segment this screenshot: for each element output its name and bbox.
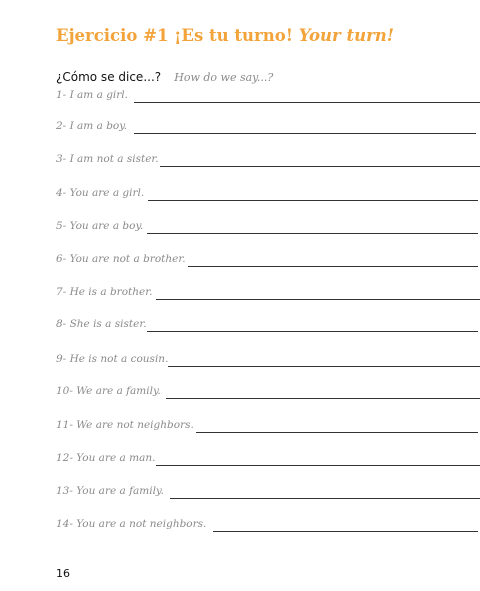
exercise-prompt: 4- You are a girl. — [56, 187, 145, 199]
exercise-item — [56, 286, 152, 302]
exercise-item — [56, 385, 161, 401]
exercise-title — [56, 26, 394, 45]
answer-line[interactable] — [148, 200, 478, 201]
exercise-item — [56, 187, 144, 203]
exercise-prompt: 7- He is a brother. — [56, 286, 153, 298]
exercise-prompt: 10- We are a family. — [56, 385, 161, 397]
exercise-item — [56, 89, 128, 105]
exercise-item — [56, 318, 147, 334]
instruction — [56, 66, 273, 85]
page-number: 16 — [56, 567, 70, 580]
answer-line[interactable] — [196, 432, 478, 433]
exercise-item — [56, 253, 186, 269]
answer-line[interactable] — [166, 398, 480, 399]
title-english: Your turn! — [298, 26, 395, 45]
exercise-prompt: 13- You are a family. — [56, 485, 164, 497]
exercise-prompt: 12- You are a man. — [56, 452, 156, 464]
exercise-prompt: 5- You are a boy. — [56, 220, 144, 232]
exercise-prompt: 9- He is not a cousin. — [56, 353, 169, 365]
exercise-prompt: 1- I am a girl. — [56, 89, 128, 101]
exercise-item — [56, 485, 164, 501]
exercise-item — [56, 452, 155, 468]
answer-line[interactable] — [147, 233, 478, 234]
answer-line[interactable] — [147, 331, 478, 332]
answer-line[interactable] — [213, 531, 478, 532]
title-spanish: Ejercicio #1 ¡Es tu turno! — [56, 26, 293, 45]
answer-line[interactable] — [156, 299, 480, 300]
exercise-prompt: 8- She is a sister. — [56, 318, 147, 330]
answer-line[interactable] — [188, 266, 478, 267]
exercise-item — [56, 353, 168, 369]
answer-line[interactable] — [168, 366, 480, 367]
exercise-item — [56, 220, 143, 236]
exercise-item — [56, 120, 127, 136]
exercise-prompt: 14- You are a not neighbors. — [56, 518, 207, 530]
instruction-english: How do we say...? — [174, 71, 274, 84]
exercise-prompt: 11- We are not neighbors. — [56, 419, 194, 431]
exercise-prompt: 2- I am a boy. — [56, 120, 128, 132]
exercise-prompt: 3- I am not a sister. — [56, 153, 159, 165]
exercise-prompt: 6- You are not a brother. — [56, 253, 186, 265]
answer-line[interactable] — [134, 102, 480, 103]
answer-line[interactable] — [170, 498, 480, 499]
instruction-spanish: ¿Cómo se dice...? — [56, 70, 162, 84]
exercise-item — [56, 518, 206, 534]
exercise-item — [56, 153, 159, 169]
answer-line[interactable] — [134, 133, 476, 134]
answer-line[interactable] — [156, 465, 480, 466]
answer-line[interactable] — [160, 166, 480, 167]
exercise-item — [56, 419, 194, 435]
